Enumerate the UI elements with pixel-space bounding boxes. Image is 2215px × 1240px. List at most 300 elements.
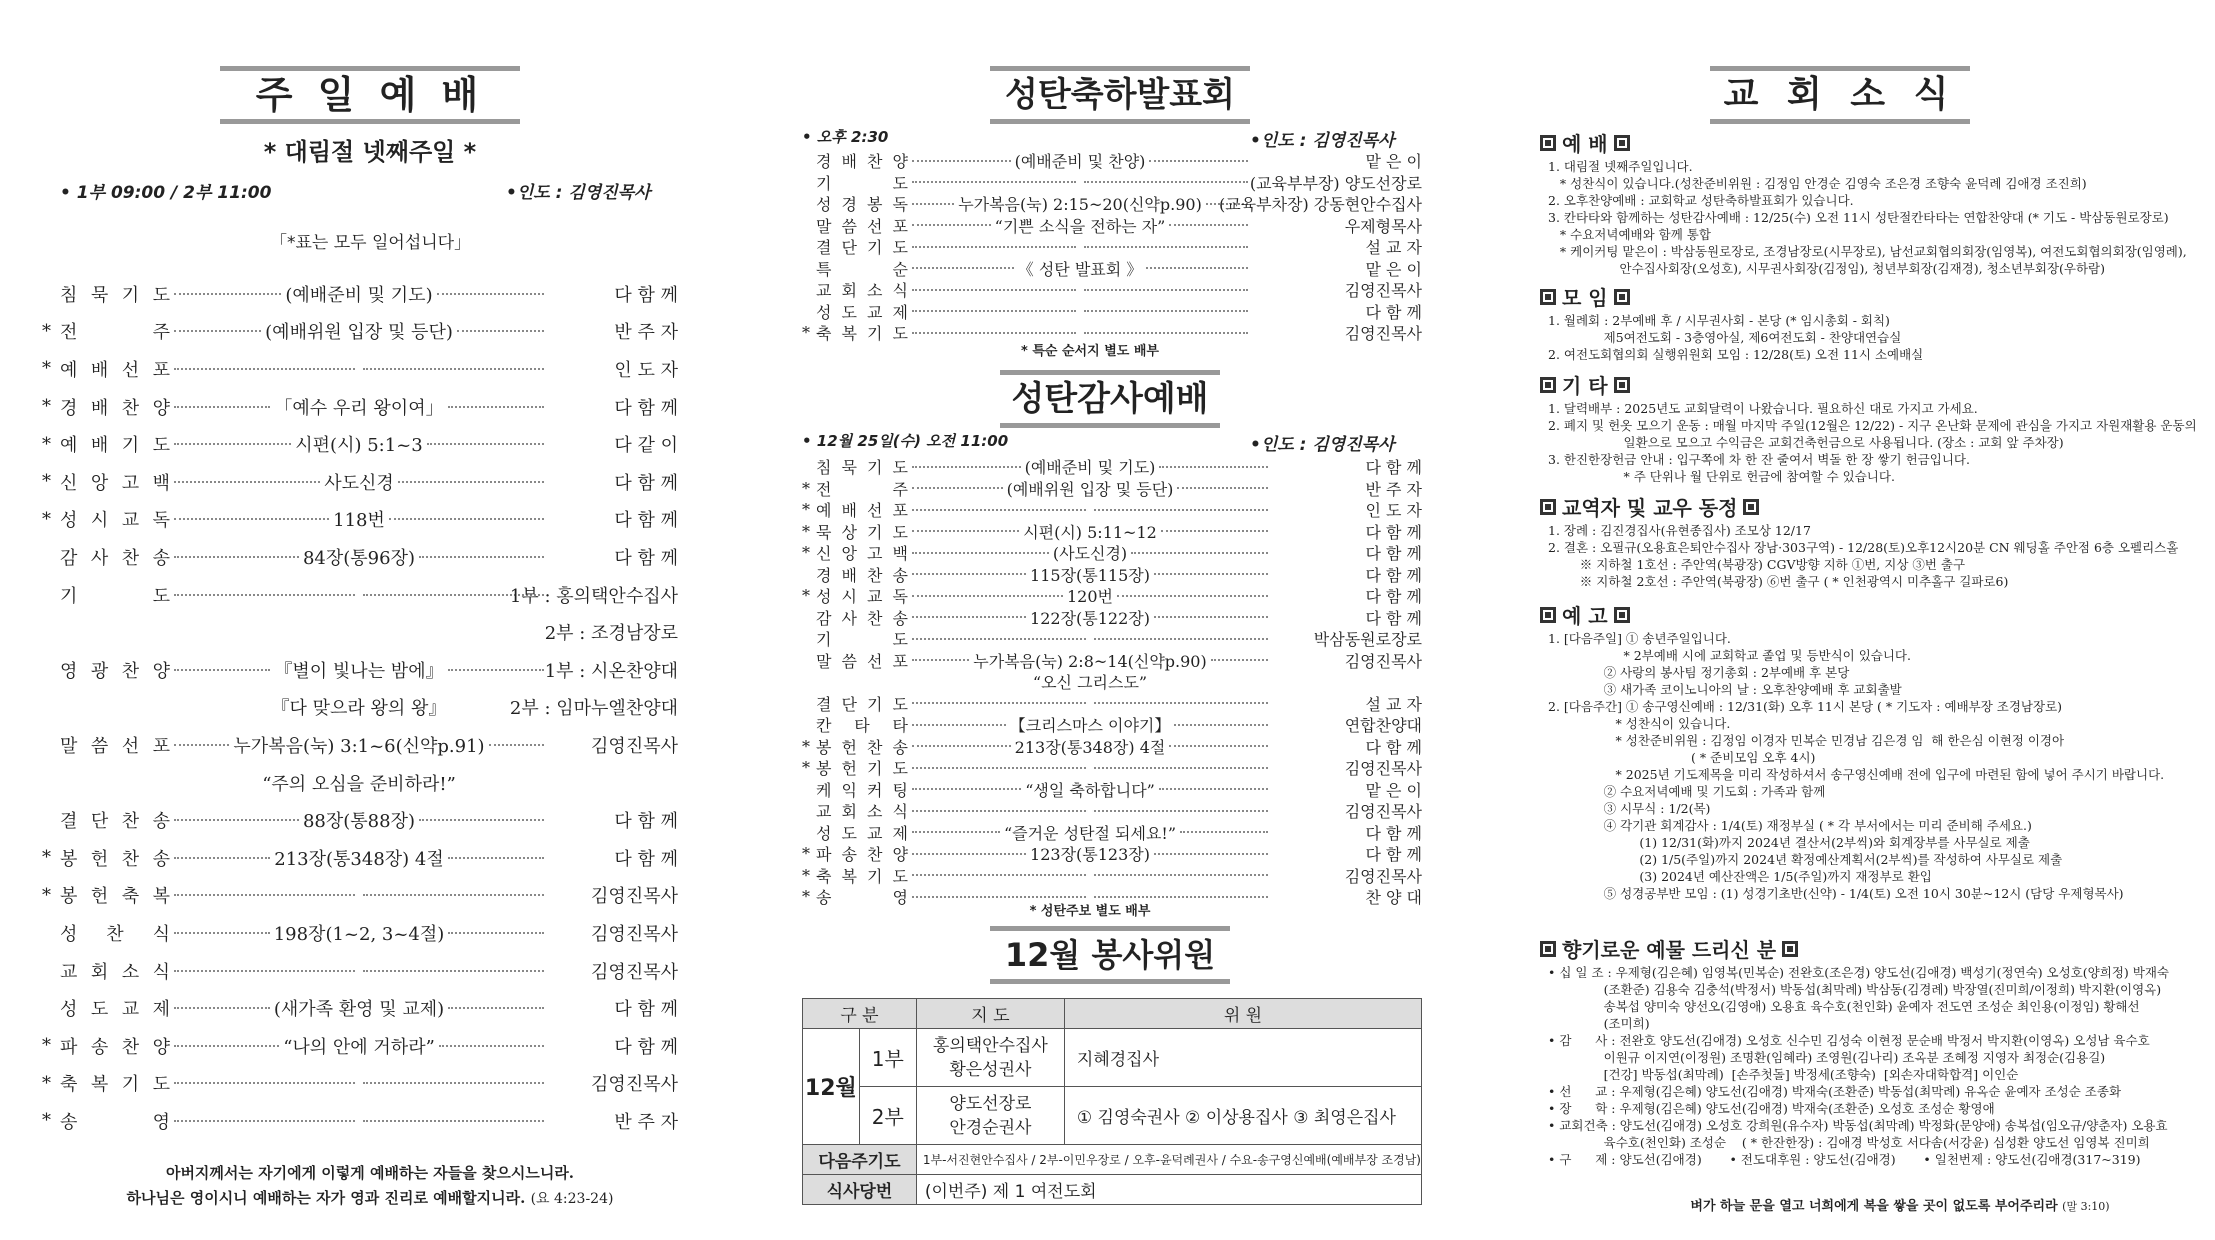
news-line: (3) 2024년 예산잔액은 1/5(주일)까지 재정부로 환입 — [1548, 869, 1932, 884]
order-row — [42, 425, 678, 463]
square-icon — [1540, 499, 1556, 515]
news-line: ③ 새가족 코이노니아의 날 : 오후찬양예배 후 교회출발 — [1548, 682, 1902, 697]
news-line: 1. 장례 : 김진경집사(유현종집사) 조모상 12/17 — [1548, 523, 1811, 538]
news-line: • 장 학 : 우제형(김은혜) 양도선(김애경) 박재숙(조환준) 오성호 조성순 황영애 — [1548, 1101, 1995, 1116]
recital-time: • 오후 2:30 — [802, 128, 889, 146]
order-person: 다 같 이 — [614, 435, 678, 457]
order-row — [42, 914, 678, 952]
news-line: 육수호(천인화) 조성순 ( * 한잔한장) : 김애경 박성호 서다솜(서강윤) 심성환 양도선 임영복 진미희 — [1548, 1135, 2150, 1150]
square-icon — [1614, 289, 1630, 305]
order-detail: 213장(통348장) 4절 — [274, 848, 444, 870]
standing-mark: * — [802, 586, 810, 606]
bible-verse-line-1: 아버지께서는 자기에게 이렇게 예배하는 자들을 찾으시느니라. — [165, 1164, 575, 1182]
order-detail: (사도신경) — [1052, 544, 1128, 564]
order-person: 다 함 께 — [614, 547, 678, 569]
order-row — [802, 236, 1422, 258]
order-label: 묵 상 기 도 — [816, 522, 908, 542]
order-detail: 『다 맞으라 왕의 왕』 — [271, 698, 447, 720]
news-line: 제5여전도회 - 3층영아실, 제6여전도회 - 찬양대연습실 — [1548, 330, 1902, 345]
order-row — [42, 350, 678, 388]
standing-mark: * — [42, 320, 51, 342]
order-label: 성 경 봉 독 — [816, 195, 908, 215]
order-person: 1부 : 시온찬양대 — [544, 660, 678, 682]
order-label: 칸 타 타 — [816, 716, 908, 736]
order-person: 반 주 자 — [614, 1111, 678, 1133]
order-row — [802, 521, 1422, 543]
order-label: 감 사 찬 송 — [60, 547, 170, 569]
square-icon — [1614, 607, 1630, 623]
order-person: 김영진목사 — [1344, 651, 1422, 671]
order-label: 기 도 — [816, 173, 908, 193]
order-row — [42, 877, 678, 915]
square-icon — [1540, 377, 1556, 393]
order-detail: (예배준비 및 기도) — [1024, 458, 1156, 478]
news-line: * 수요저녁예배와 함께 통합 — [1548, 227, 1711, 242]
order-detail: “나의 안에 거하라” — [283, 1036, 435, 1058]
order-person: 인 도 자 — [614, 359, 678, 381]
order-label: 송 영 — [816, 888, 908, 908]
standing-mark: * — [802, 521, 810, 541]
order-label: 신 앙 고 백 — [816, 544, 908, 564]
order-person: 설 교 자 — [1365, 238, 1422, 258]
standing-mark: * — [42, 433, 51, 455]
order-label: 교 회 소 식 — [816, 281, 908, 301]
order-label: 신 앙 고 백 — [60, 472, 170, 494]
order-person: 맡 은 이 — [1365, 152, 1422, 172]
order-label: 기 도 — [816, 630, 908, 650]
order-person: 다 함 께 — [1365, 737, 1422, 757]
square-icon — [1540, 941, 1556, 957]
order-detail: 【크리스마스 이야기】 — [1009, 716, 1171, 736]
order-detail: 115장(통115장) — [1030, 565, 1150, 585]
order-detail: 118번 — [333, 510, 385, 532]
thanksgiving-time: • 12월 25일(수) 오전 11:00 — [802, 432, 1009, 450]
standing-mark: * — [42, 847, 51, 869]
square-icon — [1743, 499, 1759, 515]
order-detail: 120번 — [1067, 587, 1113, 607]
table-header-guide: 지 도 — [916, 999, 1064, 1029]
order-detail: 누가복음(눅) 3:1~6(신약p.91) — [233, 735, 485, 757]
news-line: ( * 준비모임 오후 4시) — [1548, 750, 1816, 765]
order-person: 박삼동원로장로 — [1313, 630, 1422, 650]
order-label: 특 순 — [816, 259, 908, 279]
order-label: 성 시 교 독 — [816, 587, 908, 607]
order-detail: 84장(통96장) — [302, 547, 416, 569]
order-row — [802, 301, 1422, 323]
news-section-heading: 모 임 — [1540, 282, 1630, 311]
order-label: 축 복 기 도 — [816, 324, 908, 344]
order-person: 다 함 께 — [614, 999, 678, 1021]
service-time: • 1부 09:00 / 2부 11:00 — [60, 183, 272, 203]
order-person: 2부 : 조경남장로 — [544, 623, 678, 645]
thanksgiving-note: * 성탄주보 별도 배부 — [1029, 904, 1151, 919]
order-row — [42, 989, 678, 1027]
news-line: 송복섭 양미숙 양선오(김영애) 오용효 육수호(천인화) 윤예자 전도연 조성순 최인용(이정임) 황해선 — [1548, 999, 2140, 1014]
order-label: 침 묵 기 도 — [816, 458, 908, 478]
sunday-worship-title: 주 일 예 배 — [220, 66, 520, 124]
order-row — [802, 542, 1422, 564]
news-section-heading: 교역자 및 교우 동정 — [1540, 492, 1759, 521]
order-label: 성 도 교 제 — [816, 823, 908, 843]
news-line: 2. 결혼 : 오필규(오용효은퇴안수집사 장남·303구역) - 12/28(토)오후12시20분 CN 웨딩홀 주안점 6층 오펠리스홀 — [1548, 540, 2179, 555]
table-meal-label: 식사당번 — [803, 1175, 917, 1205]
standing-mark: * — [802, 887, 810, 907]
order-detail: 시편(시) 5:11~12 — [1023, 522, 1157, 542]
recital-leader: •인도 : 김영진목사 — [1250, 131, 1395, 151]
order-person: 김영진목사 — [591, 735, 678, 757]
news-line: • 구 제 : 양도선(김애경) • 전도대후원 : 양도선(김애경) • 일천번제 : 양도선(김애경(317~319) — [1548, 1152, 2141, 1167]
order-person: 다 함 께 — [1365, 845, 1422, 865]
news-line: * 2부예배 시에 교회학교 졸업 및 등반식이 있습니다. — [1548, 648, 1911, 663]
table-row1-members: 지혜경집사 — [1064, 1029, 1421, 1087]
news-line: 2. 오후찬양예배 : 교회학교 성탄축하발표회가 있습니다. — [1548, 193, 1854, 208]
church-news-title: 교 회 소 식 — [1710, 66, 1970, 124]
news-line: 2. 폐지 및 헌옷 모으기 운동 : 매월 마지막 주일(12월은 12/22) - 지구 온난화 문제에 관심을 가지고 자원재활용 운동의 — [1548, 418, 2197, 433]
order-row — [802, 607, 1422, 629]
order-label: 경 배 찬 송 — [816, 565, 908, 585]
order-row — [42, 801, 678, 839]
order-row — [802, 693, 1422, 715]
standing-mark: * — [802, 323, 810, 343]
order-person: 반 주 자 — [1365, 479, 1422, 499]
table-meal-value: (이번주) 제 1 여전도회 — [916, 1175, 1421, 1205]
order-person: 다 함 께 — [1365, 522, 1422, 542]
news-line: 1. [다음주일] ① 송년주일입니다. — [1548, 631, 1731, 646]
order-label: 성 도 교 제 — [60, 999, 170, 1021]
news-line: * 성찬식이 있습니다. — [1548, 716, 1731, 731]
news-section-heading: 예 고 — [1540, 600, 1630, 629]
order-detail: 시편(시) 5:1~3 — [295, 435, 423, 457]
standing-mark: * — [42, 1035, 51, 1057]
order-label: 봉 헌 축 복 — [60, 886, 170, 908]
news-line: (조미희) — [1548, 1016, 1650, 1031]
news-section-heading: 향기로운 예물 드리신 분 — [1540, 934, 1798, 963]
order-person: 김영진목사 — [1344, 324, 1422, 344]
order-label: 예 배 기 도 — [60, 435, 170, 457]
standing-mark: * — [802, 736, 810, 756]
order-label: 교 회 소 식 — [816, 802, 908, 822]
order-label: 성 도 교 제 — [816, 302, 908, 322]
recital-note: * 특순 순서지 별도 배부 — [1021, 344, 1159, 359]
standing-mark: * — [802, 758, 810, 778]
order-label: 침 묵 기 도 — [60, 284, 170, 306]
order-row — [802, 215, 1422, 237]
order-detail: (예배준비 및 기도) — [285, 284, 433, 306]
order-row — [802, 671, 1422, 693]
news-line: (1) 12/31(화)까지 2024년 결산서(2부씩)와 회계장부를 사무실로 제출 — [1548, 835, 2030, 850]
order-person: 김영진목사 — [1344, 759, 1422, 779]
news-line: • 감 사 : 전완호 양도선(김애경) 오성호 신수민 김성숙 이현정 문순배 박정서 박지환(이영옥) 오성남 육수호 — [1548, 1033, 2150, 1048]
order-detail: 88장(통88장) — [302, 811, 416, 833]
order-label: 경 배 찬 양 — [816, 152, 908, 172]
order-row — [802, 736, 1422, 758]
order-person: 찬 양 대 — [1365, 888, 1422, 908]
order-detail: 누가복음(눅) 2:8~14(신약p.90) — [973, 651, 1207, 671]
standing-mark: * — [42, 471, 51, 493]
news-line: ※ 지하철 1호선 : 주안역(북광장) CGV방향 지하 ①번, 지상 ③번 출구 — [1548, 557, 1966, 572]
order-label: 교 회 소 식 — [60, 961, 170, 983]
order-row — [42, 501, 678, 539]
order-row — [42, 1065, 678, 1103]
order-detail: “오신 그리스도” — [1032, 673, 1148, 693]
order-row — [802, 564, 1422, 586]
square-icon — [1614, 377, 1630, 393]
order-person: 반 주 자 — [614, 322, 678, 344]
order-person: 다 함 께 — [1365, 823, 1422, 843]
news-line: 2. [다음주간] ① 송구영신예배 : 12/31(화) 오후 11시 본당 ( * 기도자 : 예배부장 조경남장로) — [1548, 699, 2063, 714]
order-label: 결 단 기 도 — [816, 238, 908, 258]
news-line: ⑤ 성경공부반 모임 : (1) 성경기초반(신약) - 1/4(토) 오전 10시 30분~12시 (담당 우제형목사) — [1548, 886, 2124, 901]
order-person: 인 도 자 — [1365, 501, 1422, 521]
order-row — [42, 726, 678, 764]
news-line: 3. 칸타타와 함께하는 성탄감사예배 : 12/25(수) 오전 11시 성탄절칸타타는 연합찬양대 (* 기도 - 박삼동원로장로) — [1548, 210, 2169, 225]
news-line: 이원규 이지연(이정원) 조명환(임혜라) 조영원(김나리) 조옥분 조혜정 지영자 최정순(김용길) — [1548, 1050, 2106, 1065]
news-section-heading: 기 타 — [1540, 370, 1630, 399]
christmas-thanksgiving-title: 성탄감사예배 — [1000, 370, 1220, 428]
order-person: 맡 은 이 — [1365, 780, 1422, 800]
order-label: 봉 헌 찬 송 — [60, 848, 170, 870]
order-person: 김영진목사 — [591, 961, 678, 983]
table-header-members: 위 원 — [1064, 999, 1421, 1029]
table-row1-part: 1부 — [859, 1029, 916, 1087]
order-person: 우제형목사 — [1344, 216, 1422, 236]
order-person: 1부 : 홍의택안수집사 — [509, 585, 678, 607]
order-row — [802, 822, 1422, 844]
order-row — [802, 800, 1422, 822]
standing-mark: * — [42, 508, 51, 530]
order-person: 다 함 께 — [614, 510, 678, 532]
order-row — [42, 275, 678, 313]
news-line: * 주 단위나 월 단위로 헌금에 참여할 수 있습니다. — [1548, 469, 1895, 484]
standing-note: 「*표는 모두 일어섭니다」 — [270, 233, 472, 253]
order-row — [42, 1027, 678, 1065]
order-detail: 누가복음(눅) 2:15~20(신약p.90) — [958, 195, 1202, 215]
order-detail: 《 성탄 발표회 》 — [1017, 259, 1143, 279]
order-row — [802, 499, 1422, 521]
order-detail: 『별이 빛나는 밤에』 — [274, 660, 444, 682]
order-label: 봉 헌 기 도 — [816, 759, 908, 779]
order-person: 다 함 께 — [614, 811, 678, 833]
order-row — [42, 538, 678, 576]
square-icon — [1540, 289, 1556, 305]
bible-verse-line-2: 하나님은 영이시니 예배하는 자가 영과 진리로 예배할지니라. (요 4:23-24) — [126, 1189, 614, 1207]
thanksgiving-leader: •인도 : 김영진목사 — [1250, 435, 1395, 455]
news-line: 1. 달력배부 : 2025년도 교회달력이 나왔습니다. 필요하신 대로 가지고 가세요. — [1548, 401, 1978, 416]
order-label: 전 주 — [816, 479, 908, 499]
news-line: * 성찬준비위원 : 김정임 이경자 민복순 민경남 김은경 임 해 한은심 이현정 이경아 — [1548, 733, 2065, 748]
news-line: * 2025년 기도제목을 미리 작성하셔서 송구영신예배 전에 입구에 마련된 함에 넣어 주시기 바랍니다. — [1548, 767, 2165, 782]
order-person: 다 함 께 — [1365, 565, 1422, 585]
order-person: 김영진목사 — [591, 923, 678, 945]
order-person: 다 함 께 — [614, 848, 678, 870]
news-line: 일환으로 모으고 수익금은 교회건축헌금으로 사용됩니다. (장소 : 교회 앞 주차장) — [1548, 435, 2064, 450]
order-person: 김영진목사 — [1344, 281, 1422, 301]
news-line: * 성찬식이 있습니다.(성찬준비위원 : 김정임 안경순 김영숙 조은경 조향숙 윤덕례 김애경 조진희) — [1548, 176, 2087, 191]
order-row — [42, 689, 678, 727]
order-row — [42, 1102, 678, 1140]
order-person: 맡 은 이 — [1365, 259, 1422, 279]
standing-mark: * — [802, 500, 810, 520]
news-line: ② 사랑의 봉사팀 정기총회 : 2부예배 후 본당 — [1548, 665, 1850, 680]
order-label: 예 배 선 포 — [816, 501, 908, 521]
advent-subtitle: * 대림절 넷째주일 * — [263, 138, 477, 166]
order-row — [802, 456, 1422, 478]
order-row — [42, 613, 678, 651]
order-row — [802, 172, 1422, 194]
order-label: 축 복 기 도 — [816, 866, 908, 886]
order-label: 전 주 — [60, 322, 170, 344]
table-row1-guide: 홍의택안수집사 황은성권사 — [916, 1029, 1064, 1087]
order-person: 김영진목사 — [591, 1074, 678, 1096]
news-line: ※ 지하철 2호선 : 주안역(북광장) ⑥번 출구 ( * 인천광역시 미추홀구 길파로6) — [1548, 574, 2009, 589]
order-label: 말 씀 선 포 — [60, 735, 170, 757]
order-row — [42, 651, 678, 689]
christmas-recital-title: 성탄축하발표회 — [990, 66, 1250, 124]
order-detail: “즐거운 성탄절 되세요!” — [1003, 823, 1177, 843]
order-row — [42, 576, 678, 614]
news-line: * 케이커팅 맡은이 : 박삼동원로장로, 조경남장로(시무장로), 남선교회협의회장(임영복), 여전도회협의회장(임영례), — [1548, 244, 2187, 259]
order-detail: (새가족 환영 및 교제) — [273, 999, 445, 1021]
news-line: 1. 월례회 : 2부예배 후 / 시무권사회 - 본당 (* 임시총회 - 회칙) — [1548, 313, 1890, 328]
table-row2-members: ① 김영숙권사 ② 이상용집사 ③ 최영은집사 — [1064, 1087, 1421, 1145]
order-label: 영 광 찬 양 — [60, 660, 170, 682]
order-row — [802, 478, 1422, 500]
order-row — [802, 193, 1422, 215]
order-person: 다 함 께 — [1365, 587, 1422, 607]
news-line: • 선 교 : 우제형(김은혜) 양도선(김애경) 박재숙(조환준) 박동섭(최막례) 유옥순 윤예자 조성순 조종화 — [1548, 1084, 2122, 1099]
volunteers-table — [802, 998, 1422, 1205]
order-person: 설 교 자 — [1365, 694, 1422, 714]
order-row — [802, 865, 1422, 887]
news-line: (조환준) 김용숙 김충석(박정서) 박동섭(최막례) 박삼동(김경례) 박장열(진미희/이정희) 박지환(이영옥) — [1548, 982, 2162, 997]
order-row — [802, 279, 1422, 301]
order-row — [802, 757, 1422, 779]
square-icon — [1782, 941, 1798, 957]
order-detail: (예배위원 입장 및 등단) — [1006, 479, 1174, 499]
order-row — [802, 150, 1422, 172]
news-line: • 교회건축 : 양도선(김애경) 오성호 강희원(유수자) 박동섭(최막례) 박정화(문양애) 송복섭(임오규/양춘자) 오용효 — [1548, 1118, 2168, 1133]
standing-mark: * — [802, 543, 810, 563]
news-line: ③ 시무식 : 1/2(목) — [1548, 801, 1711, 816]
order-detail: 198장(1~2, 3~4절) — [273, 923, 445, 945]
order-person: 연합찬양대 — [1344, 716, 1422, 736]
order-label: 봉 헌 찬 송 — [816, 737, 908, 757]
order-row — [802, 843, 1422, 865]
order-detail: (예배준비 및 찬양) — [1014, 152, 1146, 172]
order-person: 다 함 께 — [1365, 544, 1422, 564]
order-label: 기 도 — [60, 585, 170, 607]
order-label: 예 배 선 포 — [60, 359, 170, 381]
square-icon — [1540, 135, 1556, 151]
order-label: 결 단 찬 송 — [60, 811, 170, 833]
order-row — [802, 258, 1422, 280]
news-line: ② 수요저녁예배 및 기도회 : 가족과 함께 — [1548, 784, 1826, 799]
order-row — [802, 714, 1422, 736]
news-line: (2) 1/5(주일)까지 2024년 확정예산계획서(2부씩)를 작성하여 사무실로 제출 — [1548, 852, 2063, 867]
standing-mark: * — [42, 1072, 51, 1094]
order-label: 성 시 교 독 — [60, 510, 170, 532]
service-leader: •인도 : 김영진목사 — [506, 183, 651, 203]
order-detail: (예배위원 입장 및 등단) — [265, 322, 453, 344]
order-person: 김영진목사 — [1344, 866, 1422, 886]
table-row2-part: 2부 — [859, 1087, 916, 1145]
table-month: 12월 — [803, 1029, 860, 1145]
order-detail: 사도신경 — [324, 472, 394, 494]
order-person: 김영진목사 — [1344, 802, 1422, 822]
order-detail: 123장(통123장) — [1030, 845, 1150, 865]
news-section-heading: 예 배 — [1540, 128, 1630, 157]
news-line: [건강] 박동섭(최막례) [손주첫돌] 박정세(조향숙) [외손자대학합격] 이인순 — [1548, 1067, 2019, 1082]
square-icon — [1614, 135, 1630, 151]
order-person: 다 함 께 — [1365, 302, 1422, 322]
square-icon — [1540, 607, 1556, 623]
order-row — [42, 388, 678, 426]
order-detail: “기쁜 소식을 전하는 자” — [994, 216, 1166, 236]
news-line: 1. 대림절 넷째주일입니다. — [1548, 159, 1693, 174]
order-detail: 213장(통348장) 4절 — [1014, 737, 1166, 757]
order-detail: 122장(통122장) — [1030, 608, 1150, 628]
standing-mark: * — [42, 396, 51, 418]
order-row — [42, 952, 678, 990]
order-person: (교육부부장) 양도선장로 — [1249, 173, 1422, 193]
standing-mark: * — [802, 478, 810, 498]
order-person: 다 함 께 — [614, 472, 678, 494]
order-detail: 「예수 우리 왕이여」 — [274, 397, 444, 419]
news-footer-verse: 벼가 하늘 문을 열고 너희에게 복을 쌓을 곳이 없도록 부어주리라 (말 3:10) — [1690, 1199, 2110, 1214]
standing-mark: * — [802, 844, 810, 864]
order-row — [802, 585, 1422, 607]
order-row — [802, 779, 1422, 801]
order-label: 감 사 찬 송 — [816, 608, 908, 628]
order-row — [802, 628, 1422, 650]
order-person: 2부 : 임마누엘찬양대 — [509, 698, 678, 720]
order-label: 말 씀 선 포 — [816, 651, 908, 671]
standing-mark: * — [42, 884, 51, 906]
order-row — [42, 463, 678, 501]
order-row — [42, 313, 678, 351]
table-row2-guide: 양도선장로 안경순권사 — [916, 1087, 1064, 1145]
order-label: 결 단 기 도 — [816, 694, 908, 714]
order-label: 축 복 기 도 — [60, 1074, 170, 1096]
order-person: 다 함 께 — [614, 284, 678, 306]
order-person: (교육부차장) 강동현안수집사 — [1218, 195, 1422, 215]
order-label: 송 영 — [60, 1111, 170, 1133]
news-line: 3. 한진한장헌금 안내 : 입구쪽에 차 한 잔 줄여서 벽돌 한 장 쌓기 헌금입니다. — [1548, 452, 1970, 467]
news-line: • 십 일 조 : 우제형(김은혜) 임영복(민복순) 전완호(조은경) 양도선(김애경) 백성기(정연숙) 오성호(양희정) 박재숙 — [1548, 965, 2169, 980]
volunteers-title: 12월 봉사위원 — [990, 926, 1230, 984]
order-row — [802, 650, 1422, 672]
standing-mark: * — [42, 358, 51, 380]
news-line: 2. 여전도회협의회 실행위원회 모임 : 12/28(토) 오전 11시 소예배실 — [1548, 347, 1924, 362]
order-label: 경 배 찬 양 — [60, 397, 170, 419]
order-label: 파 송 찬 양 — [816, 845, 908, 865]
order-label: 케 익 커 팅 — [816, 780, 908, 800]
order-person: 다 함 께 — [1365, 608, 1422, 628]
standing-mark: * — [42, 1110, 51, 1132]
news-line: ④ 각기관 회계감사 : 1/4(토) 재정부실 ( * 각 부서에서는 미리 준비해 주세요.) — [1548, 818, 2032, 833]
bible-verse-ref: (요 4:23-24) — [530, 1191, 614, 1207]
order-person: 다 함 께 — [1365, 458, 1422, 478]
order-label: 말 씀 선 포 — [816, 216, 908, 236]
order-person: 다 함 께 — [614, 397, 678, 419]
order-label: 성 찬 식 — [60, 923, 170, 945]
table-next-prayer-label: 다음주기도 — [803, 1145, 917, 1175]
order-person: 김영진목사 — [591, 886, 678, 908]
news-line: 안수집사회장(오성호), 시무권사회장(김정임), 청년부회장(김재경), 청소년부회장(우하람) — [1548, 261, 2106, 276]
order-row — [42, 764, 678, 802]
standing-mark: * — [802, 865, 810, 885]
table-next-prayer-value: 1부-서진현안수집사 / 2부-이민우장로 / 오후-윤덕례권사 / 수요-송구영신예배(예배부장 조경남) — [916, 1145, 1421, 1175]
